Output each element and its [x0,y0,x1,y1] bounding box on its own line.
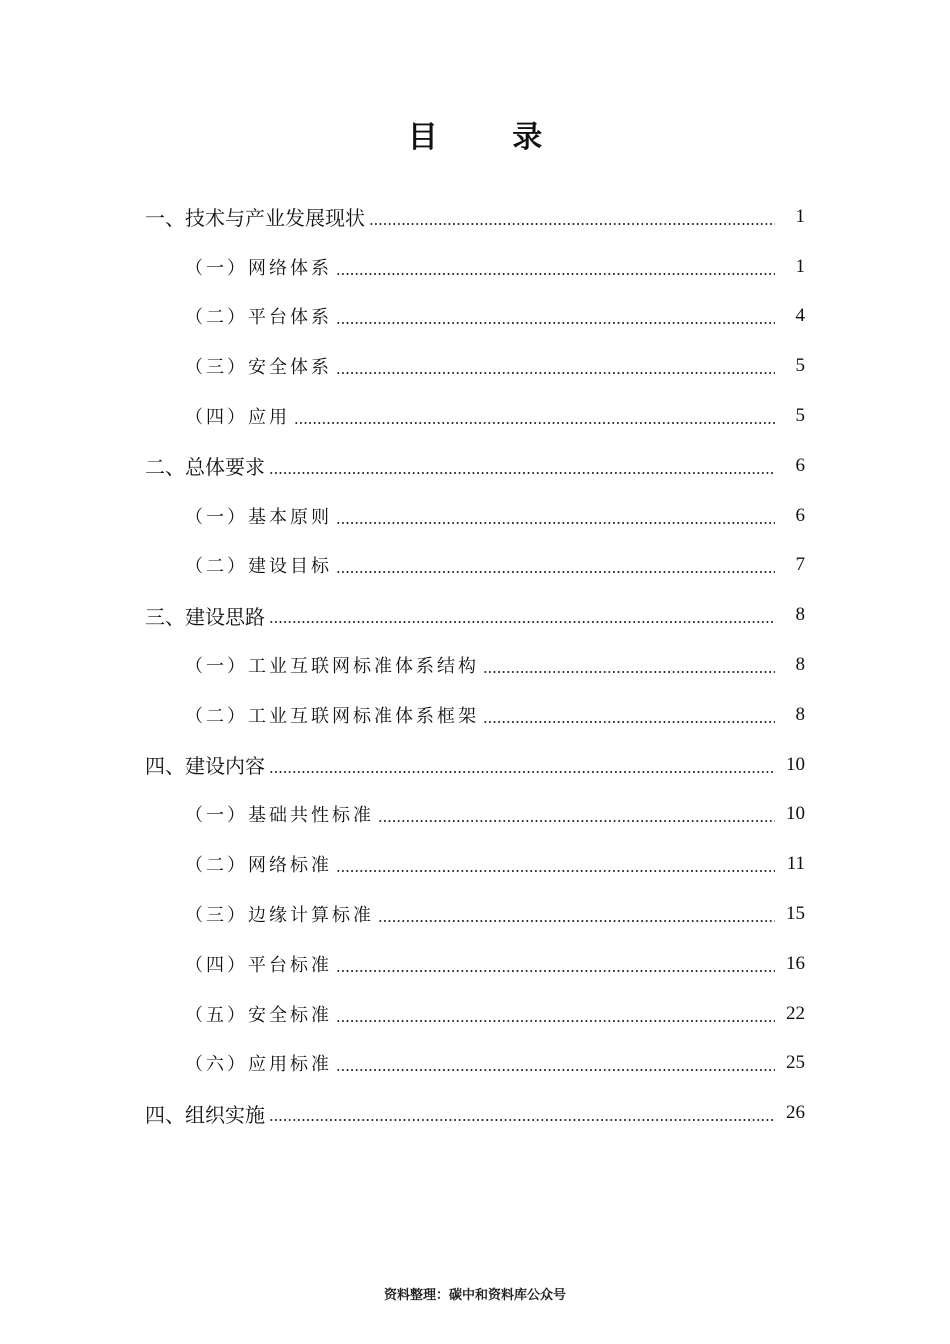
toc-dot-leader [269,472,775,474]
toc-page-number: 8 [795,703,805,725]
toc-entry-label: 二、总体要求 [145,455,265,480]
toc-entry-label: （四）平台标准 [185,954,332,976]
toc-dot-leader [378,820,775,822]
toc-page-number: 1 [795,205,805,227]
toc-chapter-entry[interactable] [0,590,950,640]
toc-section-entry[interactable] [0,939,950,989]
toc-dot-leader [336,322,775,324]
toc-section-entry[interactable] [0,242,950,292]
toc-entry-label: （二）网络标准 [185,855,332,877]
table-of-contents [0,192,950,1138]
toc-dot-leader [378,920,775,922]
toc-page-number: 6 [795,454,805,476]
toc-page-number: 22 [786,1002,805,1024]
toc-section-entry[interactable] [0,292,950,342]
toc-page-number: 8 [795,654,805,676]
toc-page-number: 26 [786,1102,805,1124]
toc-page-number: 1 [795,255,805,277]
toc-entry-label: （三）边缘计算标准 [185,905,374,927]
toc-chapter-entry[interactable] [0,1088,950,1138]
toc-dot-leader [269,621,775,623]
toc-section-entry[interactable] [0,491,950,541]
toc-section-entry[interactable] [0,839,950,889]
toc-page-number: 11 [786,853,805,875]
toc-entry-label: （一）网络体系 [185,257,332,279]
toc-entry-label: （五）安全标准 [185,1004,332,1026]
toc-dot-leader [269,771,775,773]
toc-entry-label: （一）基础共性标准 [185,805,374,827]
toc-entry-label: （六）应用标准 [185,1054,332,1076]
toc-page-number: 10 [786,753,805,775]
toc-page-number: 8 [795,604,805,626]
toc-dot-leader [336,571,775,573]
toc-section-entry[interactable] [0,889,950,939]
toc-page-number: 7 [795,554,805,576]
footer-note: 资料整理：碳中和资料库公众号 [383,1288,566,1303]
toc-dot-leader [336,522,775,524]
toc-dot-leader [483,721,775,723]
toc-entry-label: （三）安全体系 [185,357,332,379]
toc-entry-label: 四、组织实施 [145,1102,265,1127]
toc-section-entry[interactable] [0,1039,950,1089]
toc-entry-label: （四）应用 [185,407,290,429]
page-title: 目 录 [407,120,575,155]
toc-page-number: 10 [786,803,805,825]
toc-entry-label: （二）工业互联网标准体系框架 [185,705,479,727]
toc-dot-leader [294,422,775,424]
toc-entry-label: 四、建设内容 [145,754,265,779]
toc-entry-label: （一）基本原则 [185,506,332,528]
toc-page-number: 5 [795,355,805,377]
toc-section-entry[interactable] [0,790,950,840]
toc-section-entry[interactable] [0,541,950,591]
toc-dot-leader [336,273,775,275]
toc-chapter-entry[interactable] [0,740,950,790]
toc-entry-label: （一）工业互联网标准体系结构 [185,656,479,678]
toc-entry-label: 一、技术与产业发展现状 [145,206,365,231]
toc-dot-leader [336,870,775,872]
toc-section-entry[interactable] [0,391,950,441]
toc-dot-leader [336,1020,775,1022]
toc-page-number: 6 [795,504,805,526]
toc-dot-leader [483,671,775,673]
toc-section-entry[interactable] [0,341,950,391]
toc-section-entry[interactable] [0,690,950,740]
toc-entry-label: 三、建设思路 [145,604,265,629]
toc-dot-leader [336,372,775,374]
toc-page-number: 16 [786,952,805,974]
toc-dot-leader [336,1069,775,1071]
toc-entry-label: （二）平台体系 [185,307,332,329]
toc-dot-leader [369,223,775,225]
toc-dot-leader [336,970,775,972]
toc-chapter-entry[interactable] [0,441,950,491]
toc-page-number: 15 [786,903,805,925]
toc-entry-label: （二）建设目标 [185,556,332,578]
toc-page-number: 25 [786,1052,805,1074]
toc-section-entry[interactable] [0,640,950,690]
toc-section-entry[interactable] [0,989,950,1039]
toc-page-number: 5 [795,405,805,427]
toc-chapter-entry[interactable] [0,192,950,242]
toc-page-number: 4 [795,305,805,327]
toc-dot-leader [269,1119,775,1121]
